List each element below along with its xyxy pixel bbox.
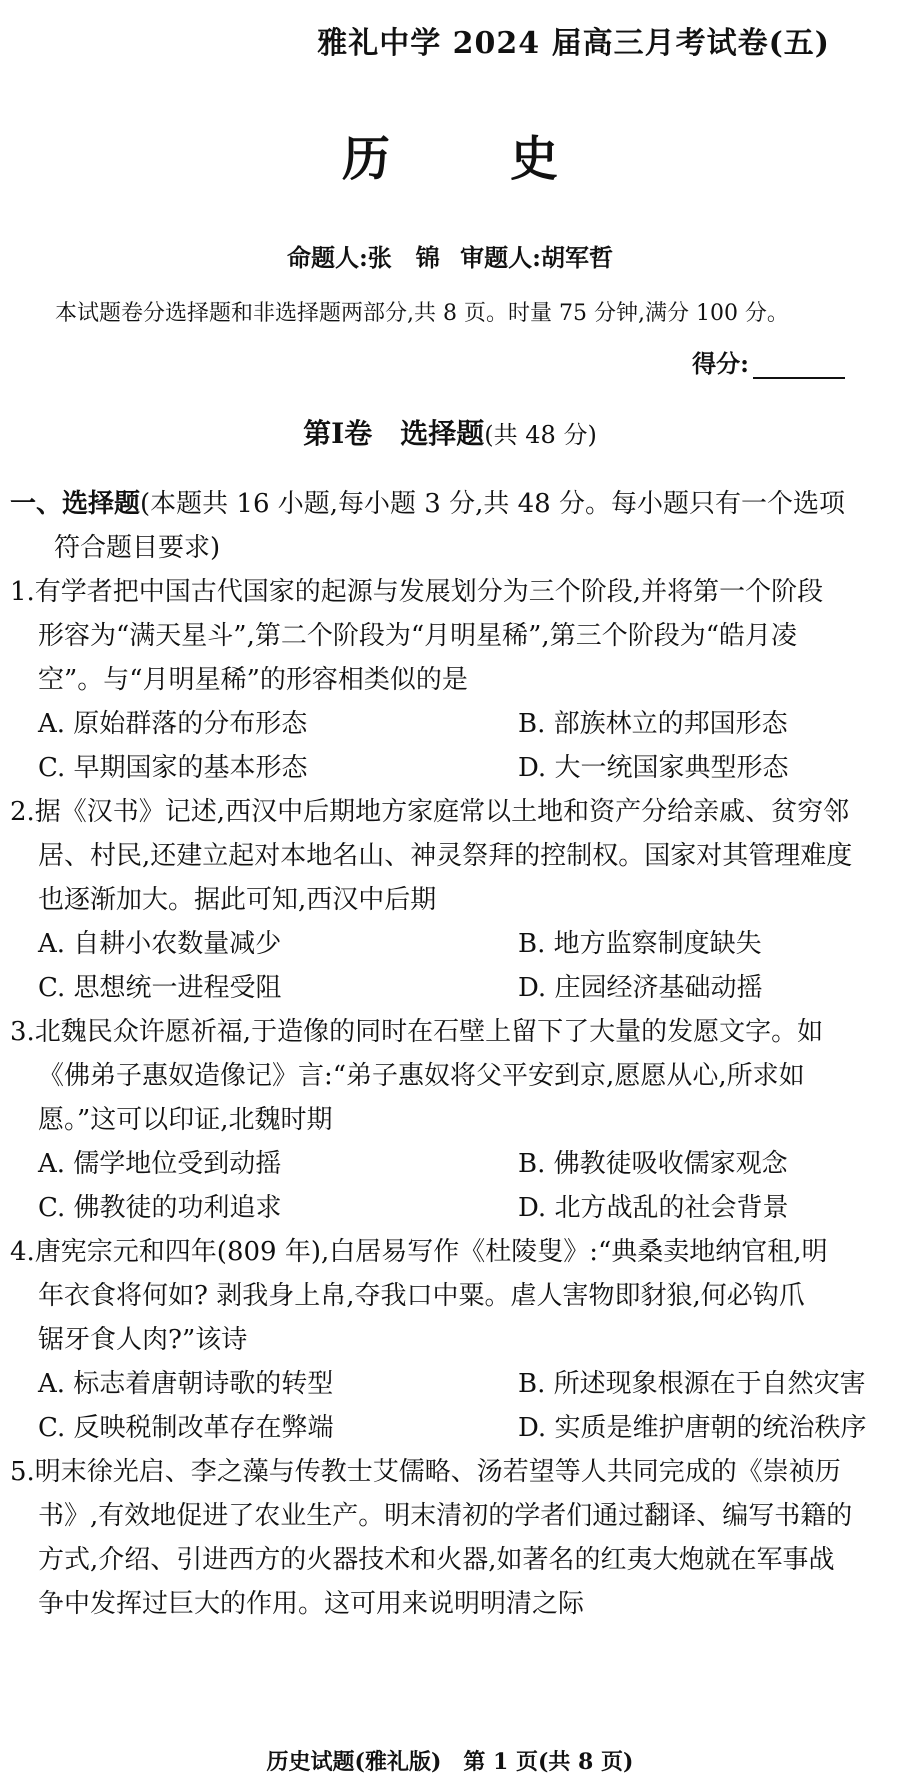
option-d: D. 北方战乱的社会背景 — [518, 1193, 789, 1223]
option-b: B. 佛教徒吸收儒家观念 — [518, 1149, 788, 1179]
question-line: 3.北魏民众许愿祈福,于造像的同时在石壁上留下了大量的发愿文字。如 — [10, 1017, 824, 1047]
score-blank — [753, 355, 845, 379]
question-line: 愿。”这可以印证,北魏时期 — [38, 1105, 333, 1135]
options — [10, 702, 870, 790]
question-line: 争中发挥过巨大的作用。这可用来说明明清之际 — [38, 1589, 585, 1619]
author-label: 命题人:张 锦 — [286, 243, 440, 272]
subject-title: 历史 — [341, 131, 678, 187]
page-footer: 历史试题(雅礼版) 第 1 页(共 8 页) — [266, 1749, 634, 1775]
question-5 — [10, 1450, 870, 1626]
instruction-head: 一、选择题 — [10, 489, 141, 519]
question-line: 年衣食将何如? 剥我身上帛,夺我口中粟。虐人害物即豺狼,何必钩爪 — [38, 1281, 805, 1311]
instruction-line1: (本题共 16 小题,每小题 3 分,共 48 分。每小题只有一个选项 — [140, 489, 845, 519]
exam-intro: 本试题卷分选择题和非选择题两部分,共 8 页。时量 75 分钟,满分 100 分。 — [55, 301, 789, 326]
score-field — [692, 344, 845, 379]
question-line: 空”。与“月明星稀”的形容相类似的是 — [38, 665, 468, 695]
option-b: B. 部族林立的邦国形态 — [518, 709, 788, 739]
question-line: 4.唐宪宗元和四年(809 年),白居易写作《杜陵叟》:“典桑卖地纳官租,明 — [10, 1237, 828, 1267]
reviewer-label: 审题人:胡军哲 — [460, 243, 614, 272]
question-line: 书》,有效地促进了农业生产。明末清初的学者们通过翻译、编写书籍的 — [38, 1501, 853, 1531]
question-1 — [10, 570, 870, 790]
question-line: 方式,介绍、引进西方的火器技术和火器,如著名的红夷大炮就在军事战 — [38, 1545, 835, 1575]
option-d: D. 大一统国家典型形态 — [518, 753, 789, 783]
question-line: 形容为“满天星斗”,第二个阶段为“月明星稀”,第三个阶段为“皓月凌 — [38, 621, 797, 651]
option-a: A. 原始群落的分布形态 — [38, 709, 308, 739]
question-3 — [10, 1010, 870, 1230]
option-d: D. 实质是维护唐朝的统治秩序 — [518, 1413, 867, 1443]
options — [10, 922, 870, 1010]
options — [10, 1142, 870, 1230]
section-title-main: 第Ⅰ卷 选择题 — [303, 417, 485, 450]
question-line: 锯牙食人肉?”该诗 — [38, 1325, 248, 1355]
question-line: 5.明末徐光启、李之藻与传教士艾儒略、汤若望等人共同完成的《崇祯历 — [10, 1457, 841, 1487]
section-title — [0, 412, 900, 452]
option-c: C. 思想统一进程受阻 — [38, 973, 282, 1003]
option-b: B. 所述现象根源在于自然灾害 — [518, 1369, 866, 1399]
question-line: 1.有学者把中国古代国家的起源与发展划分为三个阶段,并将第一个阶段 — [10, 577, 824, 607]
score-label: 得分: — [692, 349, 749, 378]
option-c: C. 反映税制改革存在弊端 — [38, 1413, 334, 1443]
questions-area — [10, 482, 870, 1626]
instruction-line2: 符合题目要求) — [54, 533, 221, 563]
question-line: 2.据《汉书》记述,西汉中后期地方家庭常以土地和资产分给亲戚、贫穷邻 — [10, 797, 850, 827]
option-b: B. 地方监察制度缺失 — [518, 929, 762, 959]
option-d: D. 庄园经济基础动摇 — [518, 973, 763, 1003]
option-c: C. 佛教徒的功利追求 — [38, 1193, 282, 1223]
options — [10, 1362, 870, 1450]
question-4 — [10, 1230, 870, 1450]
option-c: C. 早期国家的基本形态 — [38, 753, 308, 783]
author-line — [0, 238, 900, 273]
question-line: 居、村民,还建立起对本地名山、神灵祭拜的控制权。国家对其管理难度 — [38, 841, 853, 871]
instruction — [10, 482, 870, 526]
section-title-sub: (共 48 分) — [484, 421, 597, 449]
question-line: 《佛弟子惠奴造像记》言:“弟子惠奴将父平安到京,愿愿从心,所求如 — [38, 1061, 805, 1091]
option-a: A. 自耕小农数量减少 — [38, 929, 282, 959]
exam-title: 雅礼中学 2024 届高三月考试卷(五) — [317, 26, 830, 61]
option-a: A. 标志着唐朝诗歌的转型 — [38, 1369, 334, 1399]
question-2 — [10, 790, 870, 1010]
question-line: 也逐渐加大。据此可知,西汉中后期 — [38, 885, 437, 915]
option-a: A. 儒学地位受到动摇 — [38, 1149, 282, 1179]
